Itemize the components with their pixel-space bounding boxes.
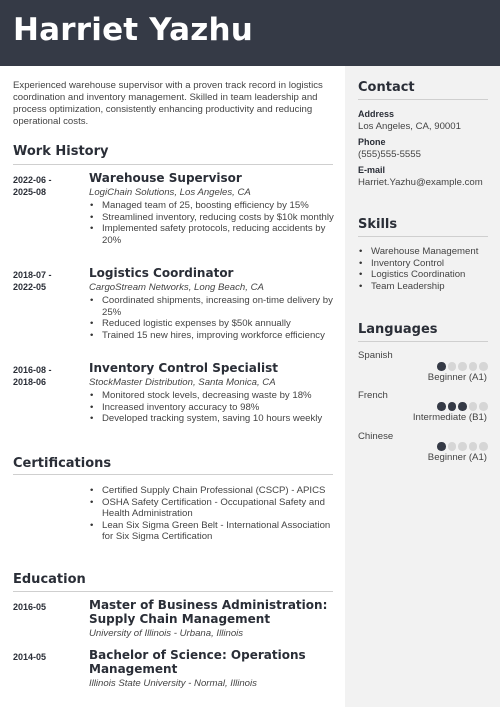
section-divider [358, 99, 488, 100]
job-title: Inventory Control Specialist [89, 361, 278, 375]
candidate-name: Harriet Yazhu [13, 12, 254, 48]
section-divider [358, 236, 488, 237]
language-level: Beginner (A1) [427, 452, 487, 463]
proficiency-dots [437, 442, 489, 451]
school: Illinois State University - Normal, Illinois [89, 678, 257, 689]
proficiency-dot [469, 362, 478, 371]
achievement-list [89, 200, 335, 246]
main-column [0, 66, 345, 707]
proficiency-dot [458, 442, 467, 451]
section-divider [358, 341, 488, 342]
list-item: • Team Leadership [358, 281, 488, 293]
education-date: 2014-05 [13, 652, 47, 662]
address-label: Address [358, 109, 395, 119]
proficiency-dot [437, 442, 446, 451]
achievement-list [89, 295, 335, 341]
degree-title: Bachelor of Science: Operations Management [89, 648, 306, 676]
work-dates: 2018-07 - 2022-05 [13, 270, 52, 292]
address-value: Los Angeles, CA, 90001 [358, 121, 461, 132]
list-item: • Lean Six Sigma Green Belt - International Association for Six Sigma Certification [89, 520, 334, 543]
achievement-list [89, 390, 335, 425]
job-title: Warehouse Supervisor [89, 171, 242, 185]
list-item: • Streamlined inventory, reducing costs by $10k monthly [89, 212, 335, 224]
proficiency-dot [448, 362, 457, 371]
professional-summary: Experienced warehouse supervisor with a proven track record in logistics coordination and inventory management. Skilled in team leadership and process optimization, consistently enhancing productivity and reducing operational costs. [13, 80, 323, 127]
section-title-education: Education [13, 572, 86, 587]
language-name: Spanish [358, 350, 393, 361]
employer: StockMaster Distribution, Santa Monica, CA [89, 377, 276, 388]
proficiency-dot [469, 402, 478, 411]
proficiency-dot [448, 442, 457, 451]
job-title: Logistics Coordinator [89, 266, 234, 280]
employer: LogiChain Solutions, Los Angeles, CA [89, 187, 251, 198]
list-item: • Warehouse Management [358, 246, 488, 258]
section-title-skills: Skills [358, 217, 398, 232]
list-item: • Increased inventory accuracy to 98% [89, 402, 335, 414]
section-divider [13, 591, 333, 592]
degree-title: Master of Business Administration: Supply Chain Management [89, 598, 328, 626]
list-item: • Certified Supply Chain Professional (CSCP) - APICS [89, 485, 334, 497]
work-dates: 2022-06 - 2025-08 [13, 175, 52, 197]
list-item: • Managed team of 25, boosting efficiency by 15% [89, 200, 335, 212]
list-item: • Developed tracking system, saving 10 hours weekly [89, 413, 335, 425]
work-dates: 2016-08 - 2018-06 [13, 365, 52, 387]
header-banner [0, 0, 500, 66]
section-title-contact: Contact [358, 80, 415, 95]
list-item: • Coordinated shipments, increasing on-time delivery by 25% [89, 295, 335, 318]
section-title-certifications: Certifications [13, 456, 112, 471]
employer: CargoStream Networks, Long Beach, CA [89, 282, 264, 293]
email-label: E-mail [358, 165, 386, 175]
section-title-languages: Languages [358, 322, 438, 337]
phone-value: (555)555-5555 [358, 149, 421, 160]
certification-list [89, 485, 334, 543]
list-item: • Reduced logistic expenses by $50k annually [89, 318, 335, 330]
skills-list [358, 246, 488, 292]
list-item: • OSHA Safety Certification - Occupational Safety and Health Administration [89, 497, 334, 520]
phone-label: Phone [358, 137, 386, 147]
list-item: • Monitored stock levels, decreasing waste by 18% [89, 390, 335, 402]
proficiency-dot [458, 402, 467, 411]
language-level: Beginner (A1) [427, 372, 487, 383]
language-name: French [358, 390, 388, 401]
proficiency-dot [479, 402, 488, 411]
email-value: Harriet.Yazhu@example.com [358, 177, 483, 188]
proficiency-dot [479, 442, 488, 451]
proficiency-dot [458, 362, 467, 371]
section-divider [13, 474, 333, 475]
list-item: • Trained 15 new hires, improving workforce efficiency [89, 330, 335, 342]
list-item: • Logistics Coordination [358, 269, 488, 281]
list-item: • Inventory Control [358, 258, 488, 270]
language-name: Chinese [358, 431, 394, 442]
proficiency-dot [448, 402, 457, 411]
proficiency-dot [479, 362, 488, 371]
proficiency-dot [437, 402, 446, 411]
proficiency-dots [437, 362, 489, 371]
section-title-work-history: Work History [13, 144, 109, 159]
sidebar [345, 66, 500, 707]
language-level: Intermediate (B1) [412, 412, 487, 423]
proficiency-dot [469, 442, 478, 451]
education-date: 2016-05 [13, 602, 47, 612]
section-divider [13, 164, 333, 165]
school: University of Illinois - Urbana, Illinois [89, 628, 244, 639]
proficiency-dot [437, 362, 446, 371]
list-item: • Implemented safety protocols, reducing accidents by 20% [89, 223, 335, 246]
proficiency-dots [437, 402, 489, 411]
